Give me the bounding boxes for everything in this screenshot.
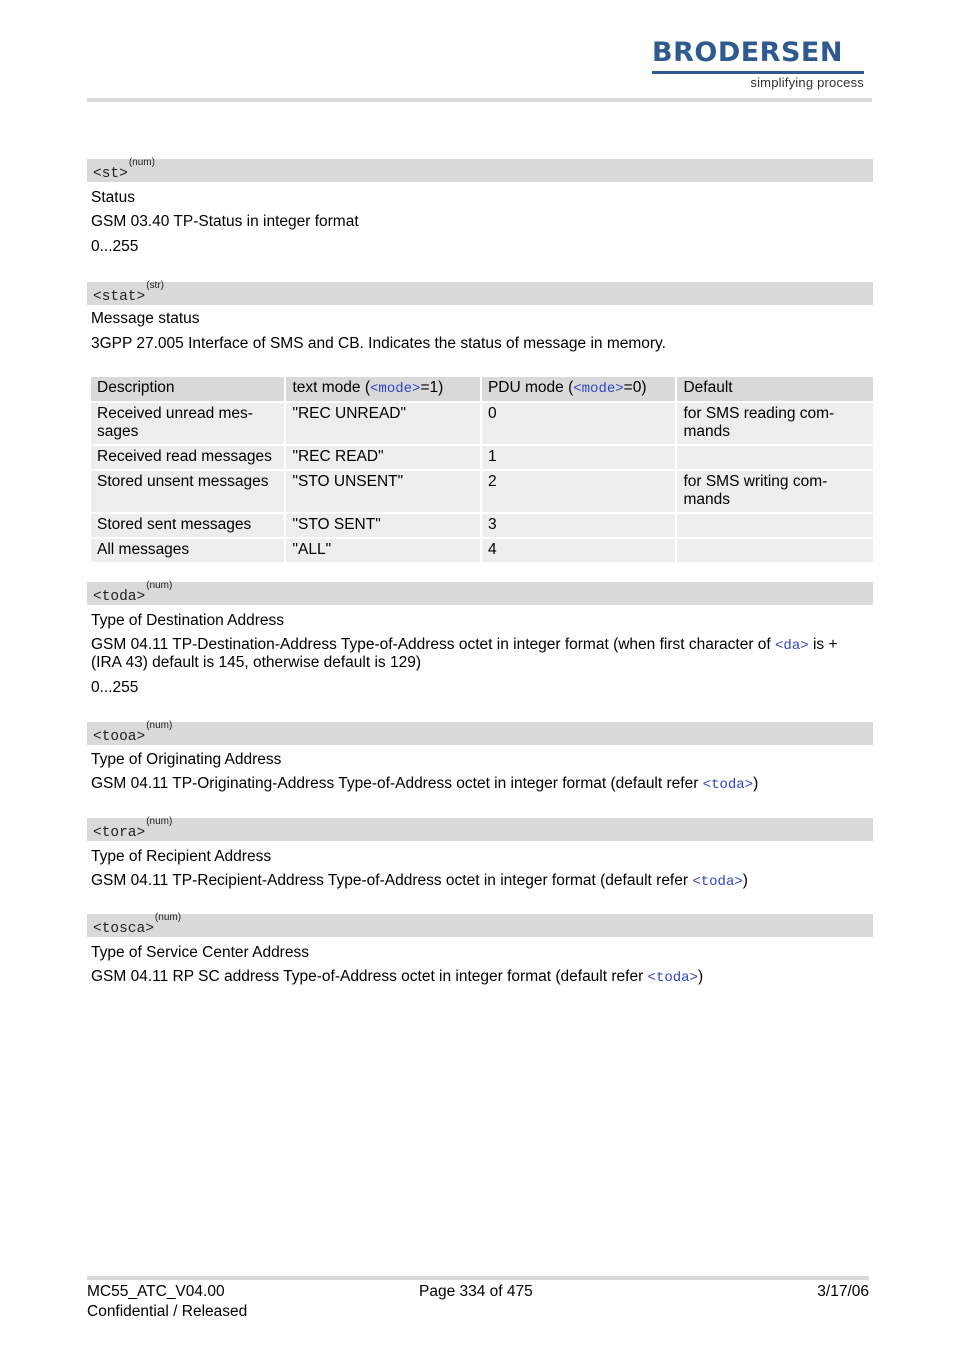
param-description: GSM 04.11 TP-Originating-Address Type-of-Address octet in integer format (default refer <toda>) [91,775,759,793]
column-header-text-mode: text mode (<mode>=1) [286,377,479,401]
footer-confidentiality: Confidential / Released [87,1303,248,1320]
param-name: <tooa>$^{(num)}$ [93,720,173,745]
param-description: GSM 04.11 RP SC address Type-of-Address octet in integer format (default refer <toda>) [91,968,704,986]
param-header-tosca [87,914,873,937]
param-title: Type of Recipient Address [91,848,272,865]
footer-doc-id: MC55_ATC_V04.00 [87,1283,225,1300]
toda-link[interactable]: <toda> [692,874,743,890]
table-header-row [91,377,873,401]
cell-pdu-mode: 0 [482,403,675,444]
cell-pdu-mode: 1 [482,446,675,469]
footer-date: 3/17/06 [817,1283,869,1300]
param-title: Type of Destination Address [91,612,285,629]
table-row [91,514,873,537]
param-description: GSM 04.11 TP-Destination-Address Type-of-Address octet in integer format (when first character of <da> is + [91,636,838,654]
mode-link[interactable]: <mode> [370,381,421,397]
param-name: <stat>$^{(str)}$ [93,280,164,305]
cell-text-mode: "STO SENT" [286,514,479,537]
param-header-stat [87,282,873,305]
footer-divider [87,1276,869,1280]
cell-description: All messages [91,539,284,562]
table-row [91,403,873,444]
da-link[interactable]: <da> [775,638,809,654]
param-header-st [87,159,873,182]
cell-text-mode: "REC UNREAD" [286,403,479,444]
message-status-table [89,375,875,564]
param-header-toda [87,582,873,605]
footer-page-number: Page 334 of 475 [419,1283,533,1300]
brodersen-logo [652,37,866,95]
toda-link[interactable]: <toda> [647,970,698,986]
cell-default [677,446,873,469]
logo-wordmark: BRODERSEN [652,37,843,68]
cell-pdu-mode: 4 [482,539,675,562]
toda-link[interactable]: <toda> [702,777,754,793]
cell-description: Stored unsent messages [91,471,284,512]
mode-link[interactable]: <mode> [573,381,624,397]
cell-description: Received read messages [91,446,284,469]
cell-default: for SMS writing com- mands [677,471,873,512]
cell-text-mode: "STO UNSENT" [286,471,479,512]
cell-pdu-mode: 3 [482,514,675,537]
logo-tagline: simplifying process [750,75,864,90]
param-description-continued: (IRA 43) default is 145, otherwise default is 129) [91,654,421,671]
cell-pdu-mode: 2 [482,471,675,512]
param-header-tora [87,818,873,841]
param-description: GSM 03.40 TP-Status in integer format [91,213,359,230]
param-name: <tosca>$^{(num)}$ [93,912,182,937]
param-title: Type of Originating Address [91,751,282,768]
table-row [91,446,873,469]
param-title: Status [91,189,135,206]
param-name: <toda>$^{(num)}$ [93,580,173,605]
param-description: 3GPP 27.005 Interface of SMS and CB. Indicates the status of message in memory. [91,335,666,352]
cell-description: Received unread mes- sages [91,403,284,444]
param-description: GSM 04.11 TP-Recipient-Address Type-of-Address octet in integer format (default refer <toda>) [91,872,748,890]
column-header-description: Description [91,377,284,401]
cell-default [677,539,873,562]
header-divider [87,98,872,102]
column-header-default: Default [677,377,873,401]
cell-default [677,514,873,537]
param-header-tooa [87,722,873,745]
cell-description: Stored sent messages [91,514,284,537]
param-name: <st>$^{(num)}$ [93,157,155,182]
param-range: 0...255 [91,679,139,696]
param-name: <tora>$^{(num)}$ [93,816,173,841]
param-title: Message status [91,310,200,327]
table-row [91,471,873,512]
cell-text-mode: "ALL" [286,539,479,562]
table-row [91,539,873,562]
cell-text-mode: "REC READ" [286,446,479,469]
cell-default: for SMS reading com- mands [677,403,873,444]
param-title: Type of Service Center Address [91,944,309,961]
param-range: 0...255 [91,238,139,255]
logo-underline [652,71,864,74]
column-header-pdu-mode: PDU mode (<mode>=0) [482,377,675,401]
